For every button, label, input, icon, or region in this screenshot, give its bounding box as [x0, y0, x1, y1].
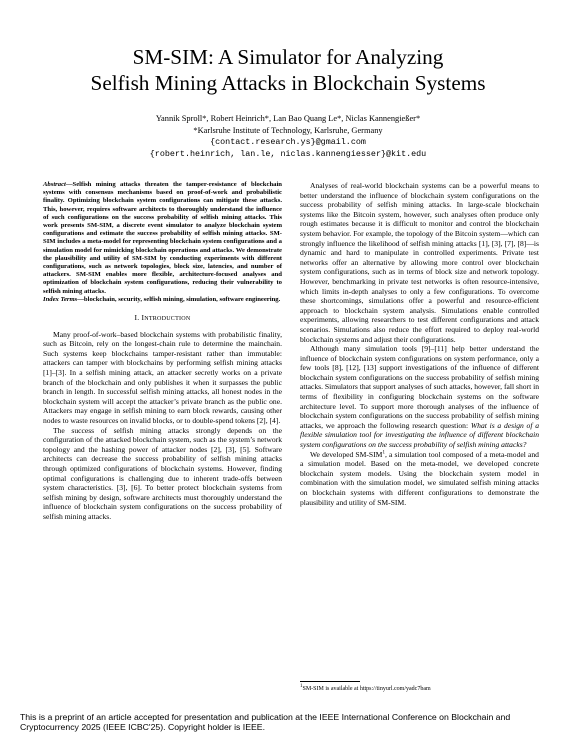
- preprint-notice: This is a preprint of an article accepted for presentation and publication at the IEEE International Conference on Blockchain and Cryptocurrency 2025 (IEEE ICBC'25). Copyright holder is IEEE.: [20, 712, 511, 733]
- section-heading-introduction: I. INTRODUCTION: [134, 313, 191, 323]
- abstract-text: —Selfish mining attacks threaten the tamper-resistance of blockchain systems with consensus mechanisms based on proof-of-work and probabilistic finality. Optimizing blockchain system configurations can mitigate these attacks. This, however, requires software architects to thoroughly understand the influence of such configurations on the success probability of selfish mining attacks. This work presents SM-SIM, a discrete event simulator to analyze blockchain system configurations and estimate the success probability of selfish mining attacks. SM-SIM includes a meta-model for representing blockchain system configurations and a simulation model for mimicking blockchain operations and attacks. We demonstrate the plausibility and utility of SM-SIM by conducting experiments with different configurations, such as network topologies, block size, latencies, and number of attackers. SM-SIM enables more flexible, architecture-focused analyses and optimization of blockchain system configurations, reducing their vulnerability to selfish mining attacks.: [43, 181, 282, 295]
- footnote-marker: 1: [382, 450, 385, 456]
- footnote-text: SM-SIM is available at https://tinyurl.com/yadc7bam: [302, 686, 431, 692]
- intro-paragraph-3: Analyses of real-world blockchain systems can be a powerful means to better understand the influence of blockchain system configurations on the success probability of selfish mining attacks. In large-scale blockchain systems like the Bitcoin system, however, such analyses often produce only rough estimates because it is difficult to monitor and control the blockchain system behavior. For example, the topology of the Bitcoin system—which can strongly influence the likelihood of selfish mining attacks [1], [3], [7], [8]—is dynamic and hard to manipulate in controlled experiments. Private test networks offer an alternative by allowing more control over blockchain system configurations, such as in terms of block size and network topology. However, benchmarking in private test networks is often resource-intensive, which limits in-depth analyses to only a few configurations. To overcome these shortcomings, simulations offer a powerful and resource-efficient approach to blockchain system analysis. Simulations enable controlled experiments, allowing researchers to test different configurations and attack scenarios. Simulations also reduce the effort required to deploy real-world blockchain systems and adjust their configurations.: [300, 181, 539, 344]
- intro-paragraph-4: Although many simulation tools [9]–[11] help better understand the influence of blockchain system configurations on system performance, only a few tools [8], [12], [13] support investigations of the influence of different blockchain system configurations on the success probability of selfish mining attacks. Simulators that support analyses of such attacks, however, fall short in terms of flexibility in configuring blockchain systems on the software architecture level. To support more thorough analyses of the influence of blockchain system configurations on the success probability of selfish mining attacks, we approach the following research question: What is a design of a flexible simulation tool for investigating the influence of different blockchain system configurations on the success probability of selfish mining attacks?: [300, 344, 539, 450]
- author-list: Yannik Sproll*, Robert Heinrich*, Lan Bao Quang Le*, Niclas Kannengießer*: [155, 114, 421, 123]
- research-question: What is a design of a flexible simulation tool for investigating the influence of different blockchain system configurations on the success probability of selfish mining attacks?: [300, 420, 539, 450]
- email-line-1: {contact.research.ys}@gmail.com: [210, 137, 366, 147]
- intro-paragraph-1: Many proof-of-work–based blockchain systems with probabilistic finality, such as Bitcoin, rely on the longest-chain rule to determine the mainchain. Such systems keep blockchains tamper-resistant rather than immutable: attackers can tamper with blockchains by performing selfish mining attacks [1]–[3]. In a selfish mining attack, an attacker secretly works on a private branch of the blockchain and only publishes it when it surpasses the public branch in length. In successful selfish mining attacks, all honest nodes in the blockchain system will accept the attacker’s private branch as the public one. Attackers may engage in selfish mining to earn block rewards, causing other nodes to waste resources on invalid blocks, or to double-spend tokens [2], [4].: [43, 329, 282, 425]
- index-terms: [43, 296, 282, 304]
- intro-paragraph-2: The success of selfish mining attacks strongly depends on the configuration of the attacked blockchain system, such as the system’s network topology and the hashing power of attacker nodes [2], [3], [5]. Software architects can decrease the success probability of selfish mining attacks through optimized configurations of blockchain systems. However, finding optimal configurations is challenging due to inherent trade-offs between system characteristics. [3], [6]. To better protect blockchain systems from selfish mining by design, software architects must thoroughly understand the influence of blockchain system configurations on the success probability of selfish mining attacks.: [43, 425, 282, 521]
- left-column: [43, 181, 282, 522]
- index-terms-label: Index Terms: [43, 295, 78, 303]
- abstract: [43, 181, 282, 296]
- footnote-rule: [300, 681, 360, 682]
- email-line-2: {robert.heinrich, lan.le, niclas.kannengiesser}@kit.edu: [149, 149, 427, 159]
- index-terms-text: —blockchain, security, selfish mining, simulation, software engineering.: [77, 295, 281, 303]
- abstract-label: Abstract: [43, 181, 66, 188]
- paper-title: [20, 44, 556, 96]
- intro-paragraph-5: We developed SM-SIM$^1$, a simulation tool composed of a meta-model and a simulation model. Based on the meta-model, we developed concrete blockchain system models. Using the blockchain system model in combination with the simulation model, we simulated selfish mining attacks on blockchain systems with different configurations to demonstrate the plausibility and utility of SM-SIM.: [300, 449, 539, 507]
- title-line-1: SM-SIM: A Simulator for Analyzing: [132, 45, 444, 69]
- affiliation: *Karlsruhe Institute of Technology, Karlsruhe, Germany: [193, 126, 383, 135]
- title-line-2: Selfish Mining Attacks in Blockchain Systems: [90, 71, 486, 95]
- footnote: $^1$SM-SIM is available at https://tinyurl.com/yadc7bam: [300, 684, 431, 692]
- right-column: [300, 181, 539, 507]
